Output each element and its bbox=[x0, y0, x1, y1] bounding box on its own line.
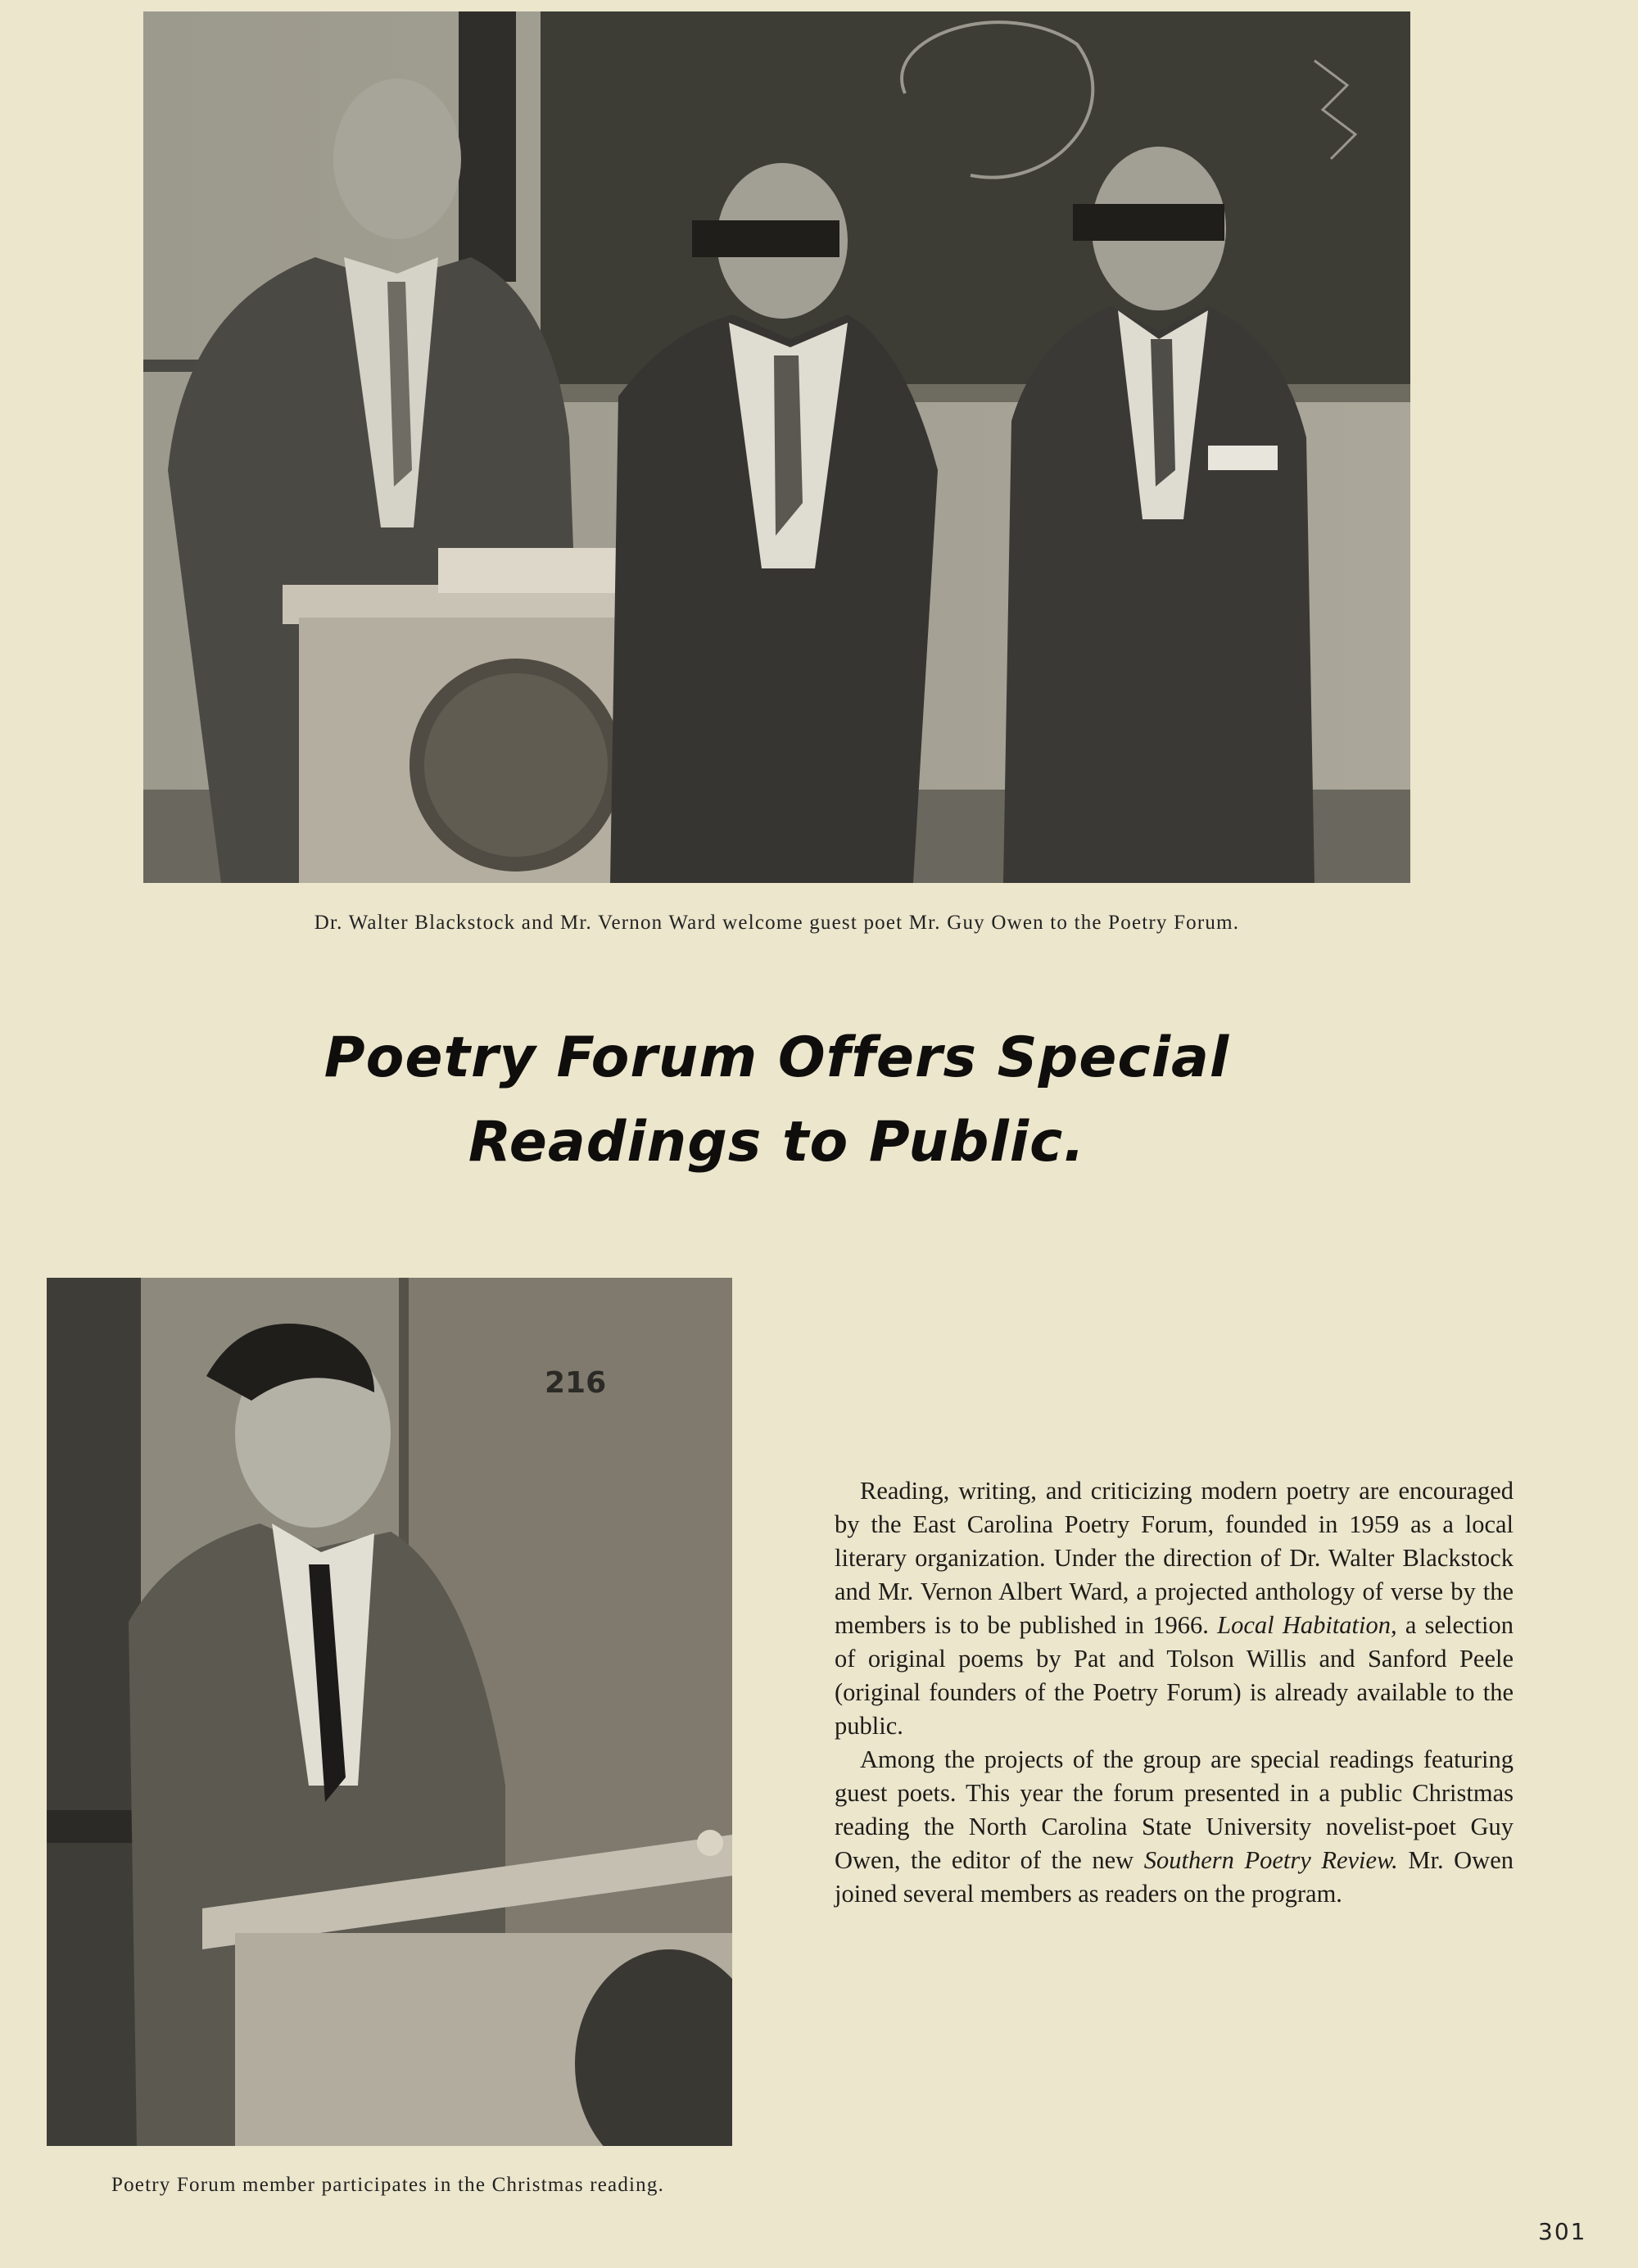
photo-guest-poet-welcome bbox=[143, 11, 1410, 883]
photo-caption-top: Dr. Walter Blackstock and Mr. Vernon Ward welcome guest poet Mr. Guy Owen to the Poetry Forum. bbox=[314, 912, 1240, 934]
photo-caption-bottom: Poetry Forum member participates in the Christmas reading. bbox=[111, 2174, 665, 2196]
photo-christmas-reading-image bbox=[47, 1278, 732, 2146]
headline-line-2: Readings to Public. bbox=[468, 1110, 1086, 1175]
photo-christmas-reading bbox=[47, 1278, 732, 2146]
journal-title-southern-poetry-review: Southern Poetry Review. bbox=[1143, 1846, 1398, 1874]
page-number: 301 bbox=[1538, 2218, 1587, 2245]
photo-guest-poet-welcome-image bbox=[143, 11, 1410, 883]
headline-line-1: Poetry Forum Offers Special bbox=[324, 1025, 1230, 1090]
book-title-local-habitation: Local Habitation, bbox=[1217, 1611, 1397, 1639]
door-number: 216 bbox=[545, 1366, 607, 1400]
article-paragraph-1: Reading, writing, and criticizing modern poetry are encouraged by the East Carolina Poetry Forum, founded in 1959 as a local literary organization. Under the direction of Dr. Walter Blackstock and Mr. Vernon Albert Ward, a projected anthology of verse by the members is to be published in 1966. Local Habitation, a selection of original poems by Pat and Tolson Willis and Sanford Peele (original founders of the Poetry Forum) is already available to the public. bbox=[835, 1477, 1514, 1740]
article-body bbox=[835, 1474, 1514, 1911]
article-paragraph-2: Among the projects of the group are special readings featuring guest poets. This year the forum presented in a public Christmas reading the North Carolina State University novelist-poet Guy Owen, the editor of the new Southern Poetry Review. Mr. Owen joined several members as readers on the program. bbox=[835, 1745, 1514, 1908]
